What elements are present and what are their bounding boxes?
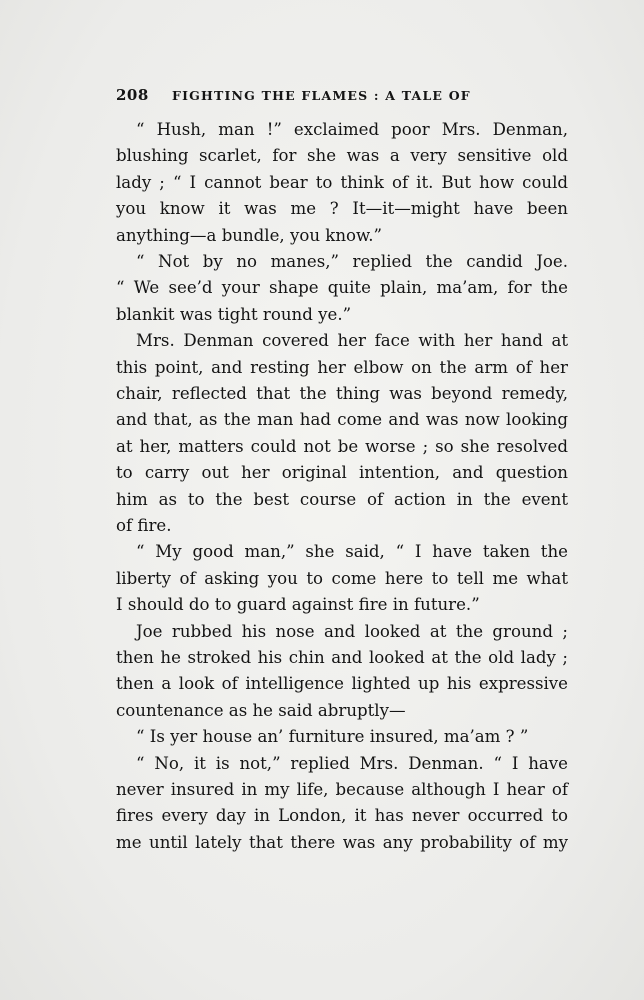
text-line: never insured in my life, because although I hear of: [116, 780, 568, 799]
text-line: blushing scarlet, for she was a very sensitive old: [116, 146, 568, 166]
text-line: I should do to guard against fire in future.”: [116, 595, 480, 615]
text-line: him as to the best course of action in the event: [116, 489, 568, 509]
text-line: blankit was tight round ye.”: [116, 304, 352, 324]
text-line: you know it was me ? It—it—might have been: [116, 199, 568, 219]
text-line: fires every day in London, it has never occurred to: [116, 806, 568, 826]
text-line: this point, and resting her elbow on the arm of her: [116, 357, 568, 377]
text-line: liberty of asking you to come here to tell me what: [116, 568, 568, 588]
text-line: anything—a bundle, you know.”: [116, 225, 383, 245]
text-line: “ My good man,” she said, “ I have taken the: [136, 542, 568, 562]
text-line: Joe rubbed his nose and looked at the ground ;: [136, 621, 568, 641]
text-line: countenance as he said abruptly—: [116, 700, 406, 720]
text-line: then he stroked his chin and looked at the old lady ;: [116, 648, 568, 667]
text-line: “ Is yer house an’ furniture insured, ma’am ? ”: [136, 727, 529, 747]
text-line: “ We see’d your shape quite plain, ma’am, for the: [116, 278, 568, 298]
page-number: 208: [116, 86, 149, 104]
running-head: FIGHTING THE FLAMES : A TALE OF: [172, 88, 471, 103]
text-line: “ Hush, man !” exclaimed poor Mrs. Denman,: [136, 120, 568, 139]
text-line: at her, matters could not be worse ; so she resolved: [116, 436, 568, 456]
text-line: Mrs. Denman covered her face with her hand at: [136, 331, 568, 351]
text-line: then a look of intelligence lighted up his expressive: [116, 674, 568, 694]
text-line: and that, as the man had come and was now looking: [116, 410, 568, 430]
text-line: of fire.: [116, 516, 172, 535]
text-line: me until lately that there was any probability of my: [116, 832, 568, 852]
text-line: chair, reflected that the thing was beyond remedy,: [116, 384, 568, 403]
text-line: “ No, it is not,” replied Mrs. Denman. “ I have: [136, 753, 568, 773]
text-line: to carry out her original intention, and question: [116, 463, 568, 483]
page-header: [116, 86, 546, 110]
text-line: “ Not by no manes,” replied the candid Joe.: [136, 252, 568, 271]
text-line: lady ; “ I cannot bear to think of it. But how could: [116, 172, 568, 192]
